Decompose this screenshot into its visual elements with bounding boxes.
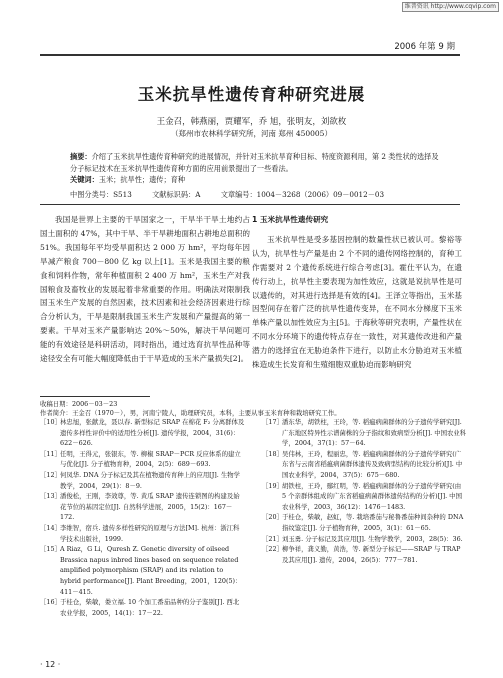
clc-number: 中图分类号：S513 — [70, 190, 132, 199]
abstract — [70, 151, 440, 174]
references-left — [40, 417, 245, 618]
reference-text: 吴伟林，王玲，程丽忠，等. 稻瘟病菌群体的分子遗传学研究(广东省与云南省稻瘟病菌群体遗传及致病型结构的比较分析)[J]. 中国农业科学，2004，37(5)：675－680. — [282, 449, 463, 479]
reference-number: ［10］ — [40, 418, 61, 426]
reference-item — [40, 449, 245, 470]
reference-number: ［22］ — [262, 545, 283, 554]
issue-label: 2006 年第 9 期 — [394, 42, 455, 52]
reference-number: ［21］ — [262, 534, 283, 543]
section-paragraph: 玉米抗旱性是受多基因控制的数量性状已被认可。黎裕等认为，抗旱性与产量是由 2 个不同的遗传网络控制的，育种工作需要对 2 个遗传系统进行综合考虑[3]。霍仕平认为，在遗传行动上，抗旱性主要表现为加性效应，这就是说抗旱性是可以遗传的，对其进行选择是有效的[4]。王泽立等指出，玉米基因型间存在着广泛的抗旱性遗传变异，在不同水分梯度下玉米单株产量以加性效应为主[5]。于海秋等研究表明，产量性状在不同水分环境下的遗传特点存在一致性，对其遗传改进和产量潜力的选择宜在无胁迫条件下进行，以防止水分胁迫对玉米植株造成生长发育和生殖细胞双重胁迫而影响研究 — [252, 234, 462, 370]
keywords-text: 玉米；抗旱性；遗传；育种 — [98, 175, 186, 184]
header-rule — [40, 54, 460, 56]
reference-item — [40, 470, 245, 491]
footnote-rule — [40, 396, 150, 397]
reference-text: A Riaz，G Li，Quresh Z. Genetic diversity of oilseed Brassica napus inbred lines based on sequence related amplified polymorphism (SRAP) and its relation to hybrid performance[J]. Plant Breeding，2001，120(5)：411－415. — [60, 545, 242, 596]
abstract-text: 介绍了玉米抗旱性遗传育种研究的进展情况，并针对玉米抗旱育种目标、特度资源利用，第 2 类性状的选择及分子标记技术在玉米抗旱性遗传育种方面的应用前景提出了一些看法。 — [70, 152, 439, 173]
reference-item — [262, 534, 467, 545]
reference-item — [262, 512, 467, 533]
reference-number: ［13］ — [40, 492, 61, 501]
footnote-author: 作者简介：王金召（1970－），男，河南宁陵人，助理研究员，本科，主要从事玉米育种和栽培研究工作。 — [40, 409, 341, 417]
reference-item — [40, 597, 245, 618]
reference-text: 潘俊松，王刚，李效尊，等. 黄瓜 SRAP 遗传连锁图的构建及始花节位的基因定位[J]. 自然科学进展，2005，15(2)：167－172. — [60, 492, 240, 522]
reference-text: 何凤华. DNA 分子标记及其在植物遗传育种上的应用[J]. 生物学教学，2004，29(1)：8－9. — [60, 470, 241, 490]
reference-text: 柳争祥，龚义勤，黄浩，等. 新型分子标记——SRAP 与 TRAP 及其应用[J]. 遗传，2004，26(5)：777－781. — [282, 545, 461, 564]
authors: 王金召，韩燕丽，贾耀军，乔 旭，张明友，刘欲枚 — [156, 117, 347, 127]
watermark: 维普资讯 http://www.cqvip.com — [402, 2, 499, 12]
reference-item — [262, 449, 467, 481]
article-title: 玉米抗旱性遗传育种研究进展 — [137, 85, 366, 104]
reference-item — [40, 417, 245, 449]
reference-text: 于桂仓，柴敏，娄立福. 10 个加工番茄品种的分子鉴别[J]. 西北农业学报，2005，14(1)：17－22. — [60, 598, 240, 617]
reference-number: ［17］ — [262, 418, 283, 426]
reference-number: ［14］ — [40, 523, 61, 532]
reference-text: 刘玉勇. 分子标记及其应用[J]. 生物学教学，2003，28(5)：36. — [282, 534, 463, 543]
footnote-received: 收稿日期：2006－03－23 — [40, 400, 118, 408]
section-heading: 1 玉米抗旱性遗传研究 — [252, 215, 329, 224]
reference-text: 于桂仓，柴敏，赵虹，等. 栽培番茄与秘鲁番茄种间杂种的 DNA 指纹鉴定[J]. 分子植物育种，2005，3(1)：61－65. — [282, 513, 464, 532]
reference-text: 潘东华，胡铁柱，王玲，等. 稻瘟病菌群体的分子遗传学研究[J]. 广东地区特异性示谱菌株的分子指纹和致病型分析[J]. 中国农业科学，2004，37(1)：57－64. — [282, 418, 467, 448]
right-column — [252, 213, 462, 372]
reference-item — [262, 417, 467, 449]
article-meta — [70, 190, 450, 200]
intro-paragraph: 我国是世界上主要的干旱国家之一，干旱半干旱土地约占国土面积的 47%，其中干旱、半干旱耕地面积占耕地总面积的 51%。我国每年平均受旱面积达 2 000 万 hm²，平均每年因旱减产粮食 700－800 亿 kg 以上[1]。玉米是我国主要的粮食和饲料作物，常年种植面积 2 400 万 hm²，玉米生产对我国粮食及畜牧业的发展起着非常重要的作用。明确法对限制我国玉米生产发展的自然因素，技术因素和社会经济因素进行综合分析认为，干旱是限制我国玉米生产发展和产量提高的第一要素。干旱对玉米产量影响达 20%～50%，解决干旱问题可能的有效途径是科研活动，同时指出，通过选育抗旱性品种等途径安全有可能大幅度降低由于干旱造成的玉米产量损失[2]。 — [40, 215, 250, 364]
left-column — [40, 213, 250, 366]
reference-text: 胡铁柱，王玲，鄢红明，等. 稻瘟病菌群体的分子遗传学研究(由 5 个亲群体组成的广东省稻瘟病菌群体遗传结构的分析)[J]. 中国农业科学，2003，36(12)：1476－1483. — [282, 481, 462, 511]
reference-number: ［20］ — [262, 513, 283, 522]
meta-rule — [40, 204, 460, 205]
reference-item — [40, 544, 245, 597]
page-number: · 12 · — [40, 660, 61, 669]
reference-number: ［11］ — [40, 449, 61, 458]
reference-number: ［16］ — [40, 598, 61, 607]
document-code: 文献标识码：A — [152, 190, 201, 199]
reference-number: ［19］ — [262, 481, 283, 490]
reference-number: ［18］ — [262, 449, 283, 458]
affiliation: （郑州市农林科学研究所，河南 郑州 450005） — [171, 129, 332, 138]
reference-text: 李维智，宿兵. 遗传多样性研究的原理与方法[M]. 杭州：浙江科学技术出版社，1999. — [60, 523, 240, 543]
reference-number: ［15］ — [40, 545, 61, 554]
article-number: 文章编号：1004－3268（2006）09－0012－03 — [220, 190, 385, 199]
reference-item — [262, 544, 467, 565]
reference-number: ［12］ — [40, 470, 61, 479]
keywords — [70, 175, 440, 185]
reference-item — [40, 523, 245, 544]
reference-item — [262, 481, 467, 513]
references-right — [262, 417, 467, 565]
reference-item — [40, 491, 245, 523]
keywords-label: 关键词： — [70, 175, 99, 184]
reference-text: 任明，王得元，张银东，等. 柳椒 SRAP－PCR 反应体系的建立与优化[J]. 分子植物育种，2004，2(5)：689－693. — [60, 449, 241, 469]
abstract-label: 摘要： — [70, 152, 92, 161]
reference-text: 林忠旭，张献龙，聂以春. 新型标记 SRAP 在棉花 F₂ 分离群体及遗传多样性评价中的适用性分析[J]. 遗传学报，2004，31(6)：622－626. — [60, 418, 245, 448]
